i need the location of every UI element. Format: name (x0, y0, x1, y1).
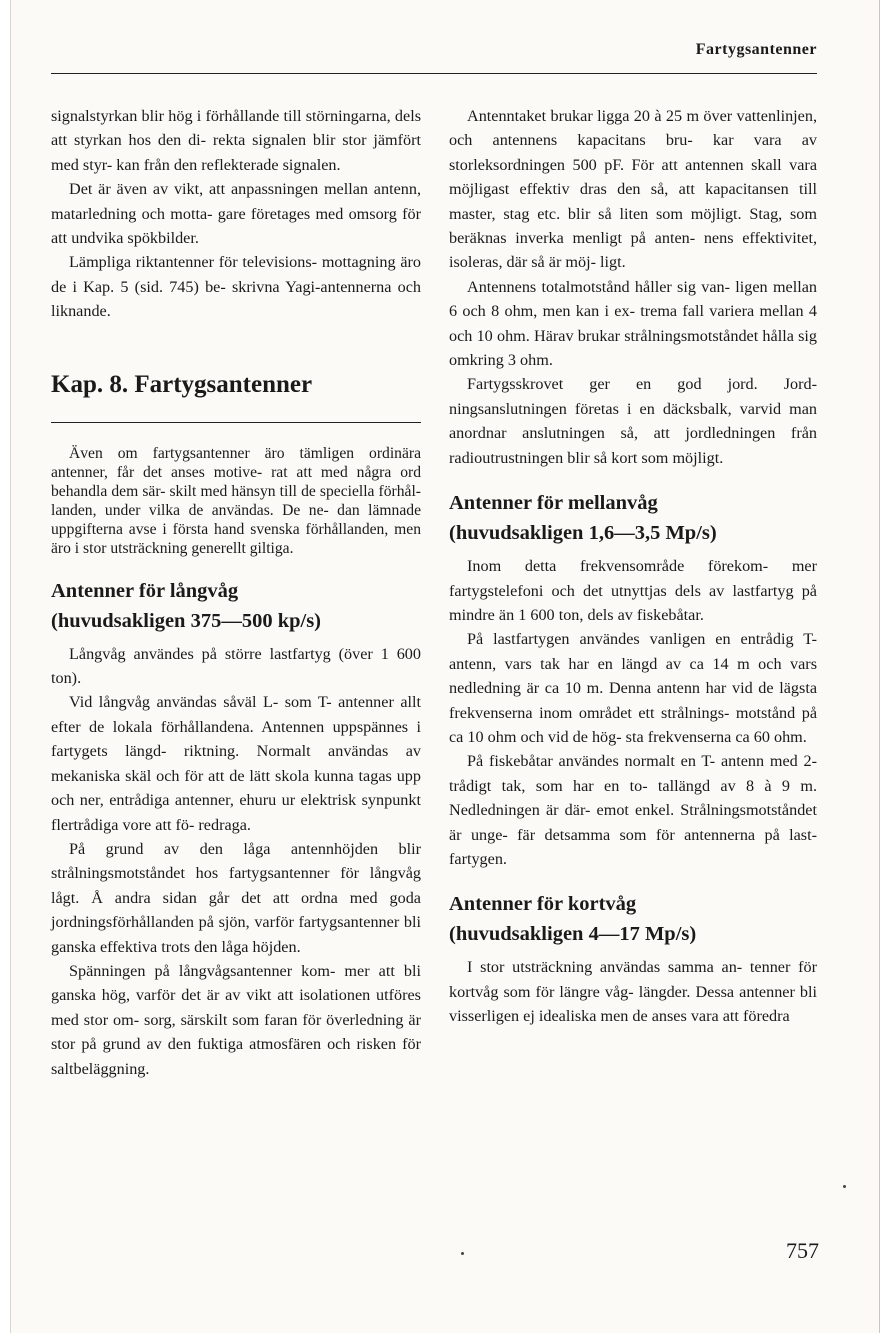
header-rule (51, 73, 817, 74)
section-heading-longwave (51, 576, 421, 636)
left-column (51, 104, 421, 1081)
chapter-title: Kap. 8. Fartygsantenner (51, 370, 313, 398)
paragraph: Långvåg användes på större lastfartyg (över 1 600 ton). (51, 644, 421, 688)
paragraph: Antenntaket brukar ligga 20 à 25 m över vattenlinjen, och antennens kapacitans bru- kar vara av storleksordningen 500 pF. För att antennen skall vara möjligast effektiv dras den så, att kapacitansen till master, stag etc. blir så liten som möjligt. Stag, som beräknas inverka menligt på anten- nens effektivitet, isoleras, där så är möj- ligt. (449, 107, 817, 272)
paragraph: På fiskebåtar användes normalt en T- antenn med 2-trådigt tak, som har en to- tallängd av 8 à 9 m. Nedledningen är där- emot enkel. Strålningsmotståndet är unge- fär detsamma som för antennerna på last- fartygen. (449, 752, 817, 868)
heading-line: (huvudsakligen 375—500 kp/s) (51, 609, 322, 632)
section-heading-mediumwave (449, 488, 817, 548)
heading-line: (huvudsakligen 1,6—3,5 Mp/s) (449, 522, 717, 545)
paragraph: Lämpliga riktantenner för televisions- mottagning äro de i Kap. 5 (sid. 745) be- skrivna Yagi-antennerna och liknande. (51, 253, 421, 321)
book-page (10, 0, 880, 1333)
heading-line: Antenner för mellanvåg (449, 492, 658, 515)
right-column (449, 104, 817, 1029)
paragraph: Inom detta frekvensområde förekom- mer fartygstelefoni och det utnyttjas dels av lastfartyg på mindre än 1 600 ton, dels av fiskebåtar. (449, 557, 817, 624)
section-heading-shortwave (449, 889, 817, 949)
paragraph: Det är även av vikt, att anpassningen mellan antenn, matarledning och motta- gare företages med omsorg för att undvika spökbilder. (51, 180, 421, 248)
heading-line: Antenner för kortvåg (449, 893, 637, 916)
chapter-rule (51, 422, 421, 423)
speck-mark (843, 1185, 846, 1188)
speck-mark (461, 1252, 464, 1255)
paragraph: Fartygsskrovet ger en god jord. Jord- ningsanslutningen företas i en däcksbalk, varvid man anordnar anslutningen så, att jordledningen från radioutrustningen blir så kort som möjligt. (449, 375, 817, 467)
paragraph: I stor utsträckning användas samma an- tenner för kortvåg som för längre våg- längder. Dessa antenner bli visserligen ej idealiska men de anses vara att föredra (449, 958, 817, 1026)
paragraph: signalstyrkan blir hög i förhållande till störningarna, dels att styrkan hos den di- rekta signalen blir stor jämfört med styr- kan från den reflekterade signalen. (51, 107, 421, 174)
paragraph: Antennens totalmotstånd håller sig van- ligen mellan 6 och 8 ohm, men kan i ex- trema fall variera mellan 4 och 10 ohm. Härav brukar strålningsmotståndet hålla sig omkring 3 ohm. (449, 277, 817, 370)
paragraph: Vid långvåg användas såväl L- som T- antenner allt efter de lokala förhållandena. Antennen uppspännes i fartygets längd- riktning. Normalt användas av mekaniska skäl och för att de lätt skola kunna tagas upp och ner, entrådiga antenner, ehuru ur elektrisk synpunkt flertrådiga vore att fö- redraga. (51, 693, 421, 834)
heading-line: (huvudsakligen 4—17 Mp/s) (449, 923, 697, 946)
paragraph: På lastfartygen användes vanligen en entrådig T-antenn, vars tak har en längd av ca 14 m och vars nedledning är ca 10 m. Denna antenn har vid de lägsta frekvenserna inom området ett strålnings- motstånd på ca 10 ohm och vid de hög- sta frekvenserna ca 60 ohm. (449, 630, 817, 746)
intro-paragraph: Även om fartygsantenner äro tämligen ordinära antenner, får det anses motive- rat att med några ord behandla dem sär- skilt med hänsyn till de speciella förhål- landen, under vilka de användas. De ne- dan lämnade uppgifterna avse i första hand svenska förhållanden, men äro i stor utsträckning generellt giltiga. (51, 444, 421, 557)
chapter-intro (51, 444, 421, 558)
heading-line: Antenner för långvåg (51, 579, 239, 602)
running-head: Fartygsantenner (695, 41, 817, 58)
paragraph: På grund av den låga antennhöjden blir strålningsmotståndet hos fartygsantenner för långvåg lågt. Å andra sidan går det att ordna med goda jordningsförhållanden på sjön, varför fartygsantenner bli ganska effektiva trots den låga höjden. (51, 839, 421, 956)
paragraph: Spänningen på långvågsantenner kom- mer att bli ganska hög, varför det är av vikt att isolationen utföres med stor om- sorg, särskilt som faran för överledning är stor på grund av den fuktiga atmosfären och risken för saltbeläggning. (51, 961, 421, 1078)
page-number: 757 (786, 1238, 819, 1263)
